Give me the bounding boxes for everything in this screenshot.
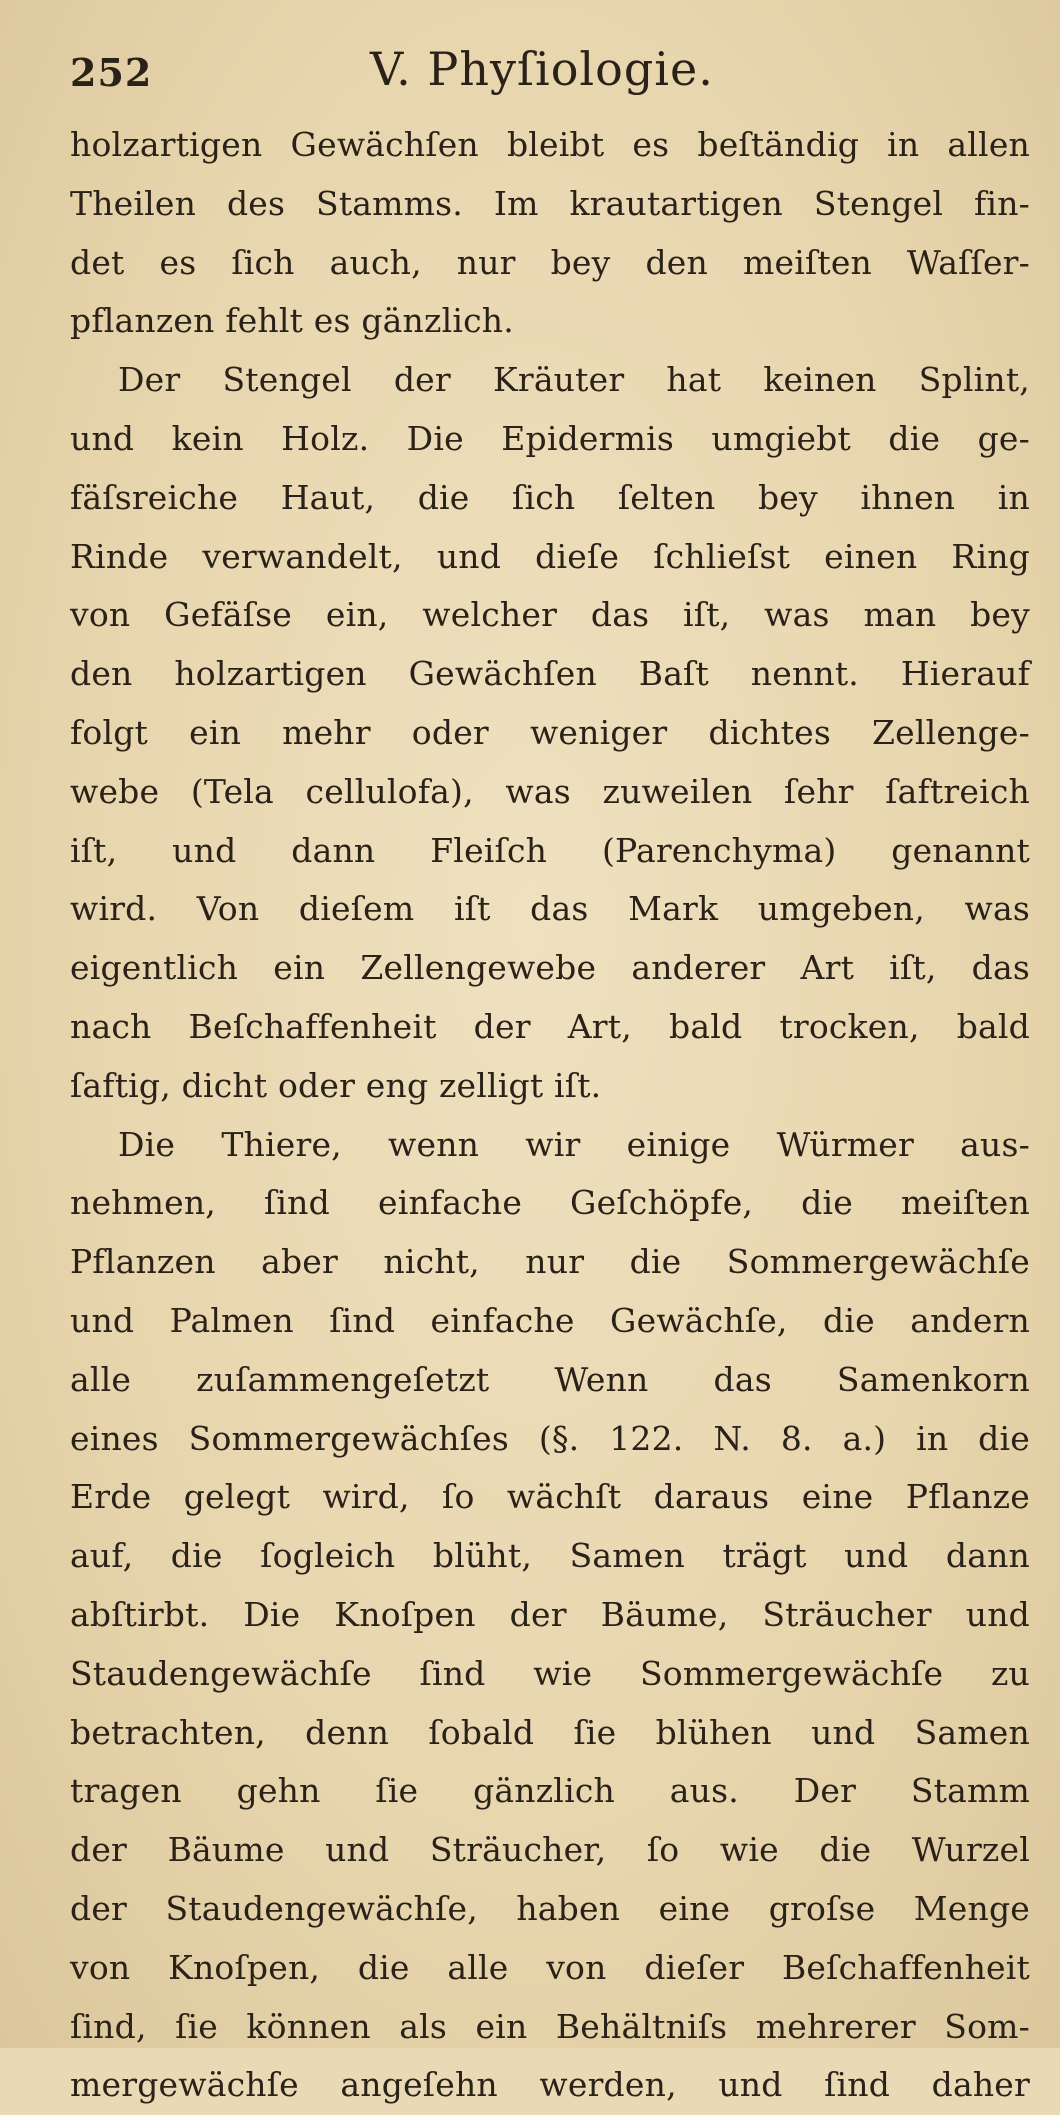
text-line: iſt, und dann Fleiſch (Parenchyma) genannt (70, 830, 1030, 870)
text-line: von Gefäſse ein, welcher das iſt, was man bey (70, 595, 1030, 635)
text-line: nehmen, ſind einfache Geſchöpfe, die meiſten (70, 1183, 1030, 1223)
text-line: wird. Von dieſem iſt das Mark umgeben, was (70, 889, 1030, 929)
text-line: alle zuſammengeſetzt Wenn das Samenkorn (70, 1359, 1030, 1399)
text-line: det es ſich auch, nur bey den meiſten Waſſer- (70, 242, 1030, 282)
text-line: ſind, ſie können als ein Behältniſs mehrerer Som- (70, 2006, 1030, 2046)
body-text (70, 116, 1030, 2115)
text-line: Die Thiere, wenn wir einige Würmer aus- (118, 1124, 1030, 1164)
text-line: tragen gehn ſie gänzlich aus. Der Stamm (70, 1771, 1030, 1811)
text-line: pflanzen fehlt es gänzlich. (70, 301, 514, 341)
text-line: Staudengewächſe ſind wie Sommergewächſe zu (70, 1653, 1030, 1693)
text-line: Erde gelegt wird, ſo wächſt daraus eine Pflanze (70, 1477, 1030, 1517)
running-head: V. Phyſiologie. (370, 42, 714, 96)
text-line: nach Beſchaffenheit der Art, bald trocken, bald (70, 1006, 1030, 1046)
page-number: 252 (70, 50, 153, 95)
text-line: abſtirbt. Die Knoſpen der Bäume, Sträucher und (70, 1594, 1030, 1634)
text-line: Pflanzen aber nicht, nur die Sommergewächſe (70, 1242, 1030, 1282)
text-line: und kein Holz. Die Epidermis umgiebt die ge- (70, 418, 1030, 458)
text-line: und Palmen ſind einfache Gewächſe, die andern (70, 1300, 1030, 1340)
text-line: Theilen des Stamms. Im krautartigen Stengel fin- (70, 183, 1030, 223)
text-line: von Knoſpen, die alle von dieſer Beſchaffenheit (70, 1947, 1030, 1987)
text-line: betrachten, denn ſobald ſie blühen und Samen (70, 1712, 1030, 1752)
text-line: folgt ein mehr oder weniger dichtes Zellenge- (70, 712, 1030, 752)
text-line: webe (Tela cellulofa), was zuweilen ſehr ſaftreich (70, 771, 1030, 811)
text-line: holzartigen Gewächſen bleibt es beſtändig in allen (70, 125, 1030, 164)
text-line: Rinde verwandelt, und dieſe ſchlieſst einen Ring (70, 536, 1030, 576)
text-line: den holzartigen Gewächſen Baſt nennt. Hierauf (70, 654, 1030, 694)
text-line: der Staudengewächſe, haben eine groſse Menge (70, 1888, 1030, 1928)
page-header (70, 40, 1010, 110)
text-line: eines Sommergewächſes (§. 122. N. 8. a.) in die (70, 1418, 1030, 1458)
text-line: eigentlich ein Zellengewebe anderer Art iſt, das (70, 948, 1030, 988)
text-line: der Bäume und Sträucher, ſo wie die Wurzel (70, 1830, 1030, 1870)
text-line: auf, die ſogleich blüht, Samen trägt und dann (70, 1536, 1030, 1576)
text-line: ſaftig, dicht oder eng zelligt iſt. (70, 1065, 602, 1105)
text-line: mergewächſe angeſehn werden, und ſind daher (70, 2065, 1030, 2105)
text-line: Der Stengel der Kräuter hat keinen Splint, (118, 360, 1030, 400)
text-line: fäſsreiche Haut, die ſich ſelten bey ihnen in (70, 477, 1030, 517)
